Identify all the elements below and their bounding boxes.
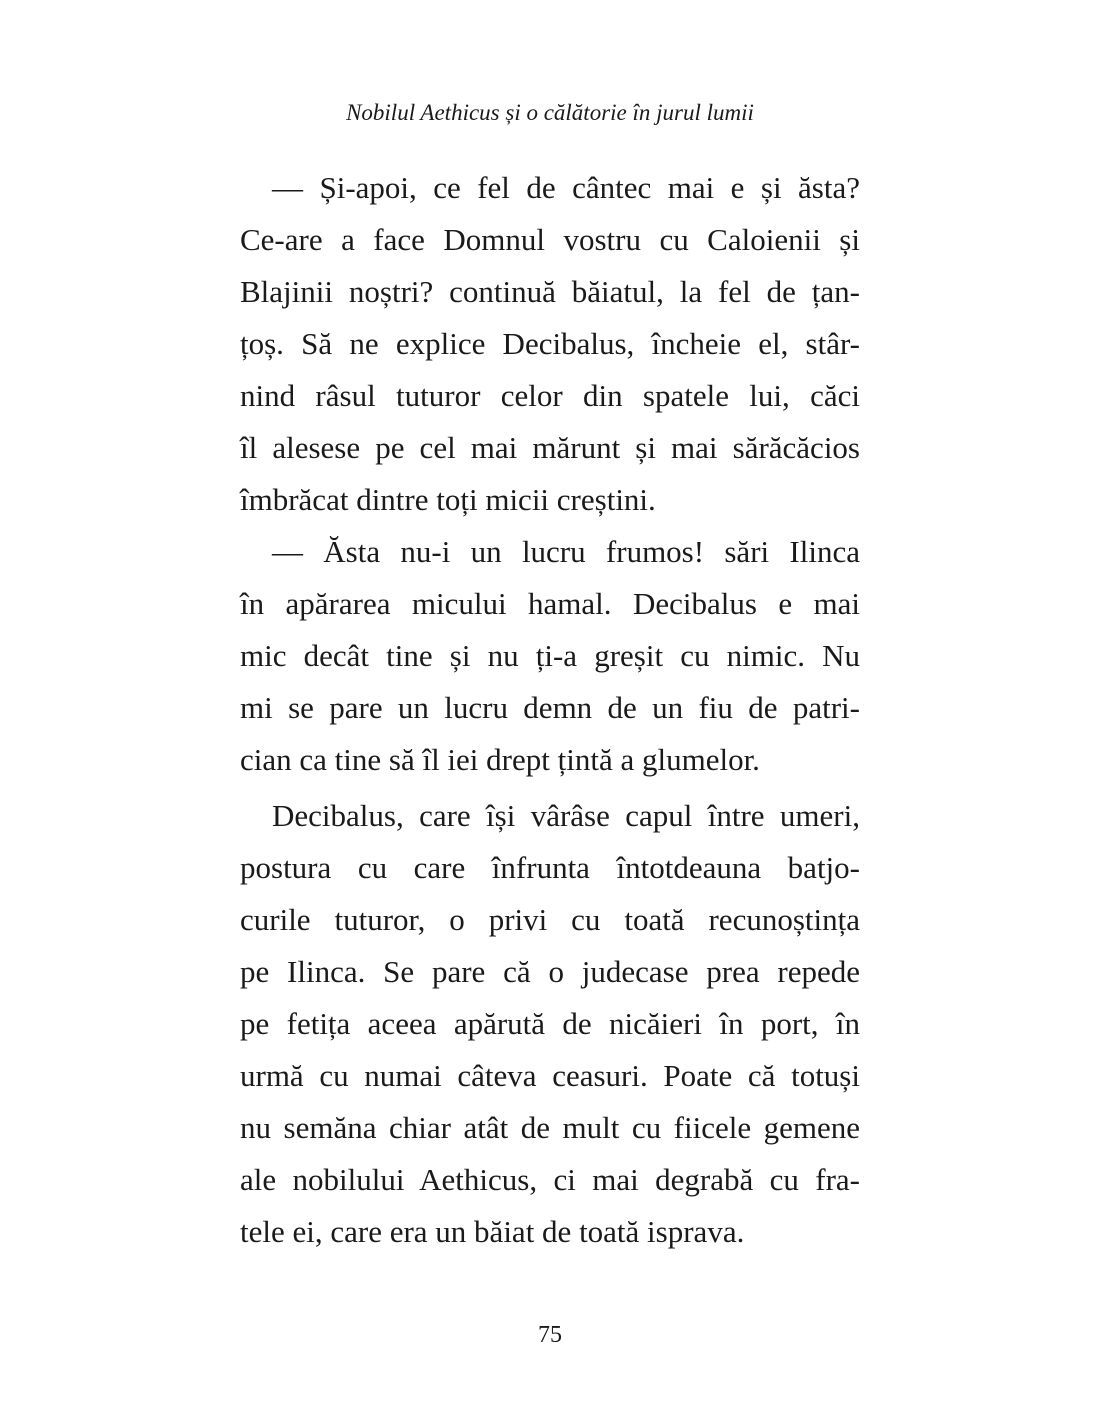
text-line: îl alesese pe cel mai mărunt și mai sărăcăcios [240, 430, 860, 465]
text-line: îmbrăcat dintre toți micii creștini. [240, 482, 656, 517]
text-line: pe fetița aceea apărută de nicăieri în port, în [240, 1006, 860, 1041]
text-line: mic decât tine și nu ți-a greșit cu nimic. Nu [240, 638, 860, 673]
text-line: Ce-are a face Domnul vostru cu Caloienii și [240, 222, 860, 257]
text-line: urmă cu numai câteva ceasuri. Poate că totuși [240, 1058, 860, 1093]
running-header: Nobilul Aethicus și o călătorie în jurul lumii [346, 100, 754, 125]
text-line: în apărarea micului hamal. Decibalus e mai [240, 586, 860, 621]
text-line: țoș. Să ne explice Decibalus, încheie el, stâr- [240, 326, 860, 361]
text-line: mi se pare un lucru demn de un fiu de patri- [240, 690, 860, 725]
text-line: nind râsul tuturor celor din spatele lui, căci [240, 378, 860, 413]
text-line: — Și-apoi, ce fel de cântec mai e și ăsta? [272, 170, 860, 205]
text-line: tele ei, care era un băiat de toată isprava. [240, 1214, 745, 1249]
text-line: Blajinii noștri? continuă băiatul, la fel de țan- [240, 274, 860, 309]
text-line: nu semăna chiar atât de mult cu fiicele gemene [240, 1110, 860, 1145]
text-line: cian ca tine să îl iei drept țintă a glumelor. [240, 742, 760, 777]
text-line: ale nobilului Aethicus, ci mai degrabă cu fra- [240, 1162, 860, 1197]
text-line: — Ăsta nu-i un lucru frumos! sări Ilinca [272, 534, 860, 569]
text-line: postura cu care înfrunta întotdeauna batjo- [240, 850, 860, 885]
text-line: curile tuturor, o privi cu toată recunoștința [240, 902, 860, 937]
text-line: pe Ilinca. Se pare că o judecase prea repede [240, 954, 860, 989]
page-number: 75 [538, 1322, 562, 1348]
text-line: Decibalus, care își vârâse capul între umeri, [272, 798, 860, 833]
